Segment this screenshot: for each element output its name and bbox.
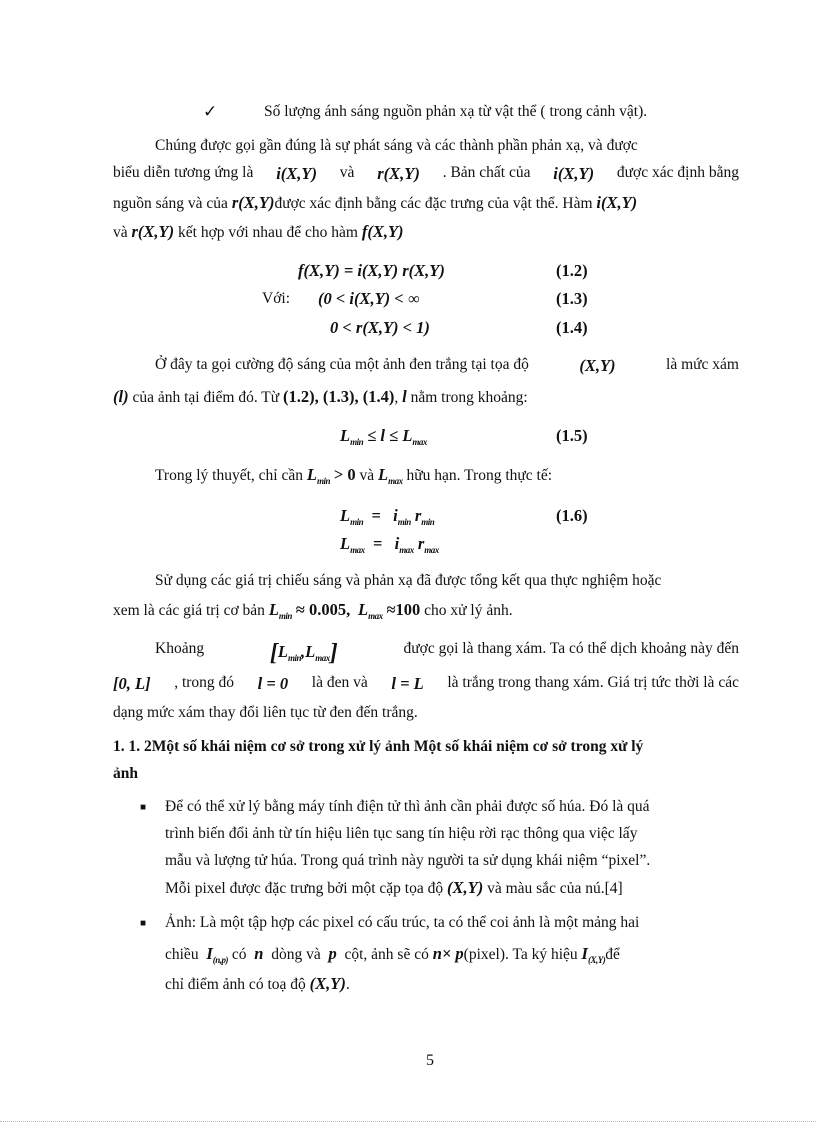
para4-line1: Sử dụng các giá trị chiếu sáng và phản xạ đã được tổng kết qua thực nghiệm hoặc (155, 572, 662, 589)
para1-line2: biểu diễn tương ứng là i(X,Y) và r(X,Y) . Bản chất của i(X,Y) được xác định bằng (113, 164, 739, 183)
para3-line: Trong lý thuyết, chỉ cần $L_{min} > 0$ và $L_{max}$ hữu hạn. Trong thực tế: (155, 465, 553, 486)
bullet-icon: ■ (140, 802, 147, 813)
page-number: 5 (426, 1052, 434, 1069)
equation-1-5-label: (1.5) (556, 426, 588, 445)
para5-line1: Khoảng $[L_{min},L_{max}]$ được gọi là thang xám. Ta có thể dịch khoảng này đến (155, 640, 739, 666)
bullet2-line2: chiều $I_{(n,p)}$ có n dòng và p cột, ảnh sẽ có n× p(pixel). Ta ký hiệu $I_{(X,Y)}để$ (165, 944, 620, 965)
voi-label: Với: (262, 290, 291, 307)
footer-divider (0, 1121, 816, 1122)
bullet1-line4: Mỗi pixel được đặc trưng bởi một cặp tọa độ (X,Y) và màu sắc của nú.[4] (165, 878, 623, 897)
checkmark-icon: ✓ (203, 102, 218, 121)
para4-line2: xem là các giá trị cơ bản $L_{min} \approx 0.005$, $L_{max} \approx 100$ cho xử lý ảnh. (113, 600, 513, 621)
bullet2-line1: Ảnh: Là một tập hợp các pixel có cấu trúc, ta có thể coi ảnh là một mảng hai (165, 914, 640, 931)
equation-1-6-row2: $L_{max}$ = $i_{max}$ $r_{max}$ (340, 534, 439, 555)
para1-line4: và r(X,Y) kết hợp với nhau để cho hàm f(X,Y) (113, 222, 404, 241)
bullet2-line3: chỉ điểm ảnh có toạ độ (X,Y). (165, 974, 350, 993)
para1-line1: Chúng được gọi gần đúng là sự phát sáng và các thành phần phản xạ, và được (155, 137, 638, 154)
equation-1-4-label: (1.4) (556, 318, 588, 337)
bullet1-line3: mẫu và lượng tử húa. Trong quá trình này người ta sử dụng khái niệm “pixel”. (165, 852, 651, 869)
para2-line2: (l) của ảnh tại điểm đó. Từ (1.2), (1.3), (1.4), l nằm trong khoảng: (113, 387, 528, 406)
section-heading-line2: ảnh (113, 765, 138, 782)
para5-line2: [0, L] , trong đó l = 0 là đen và l = L là trắng trong thang xám. Giá trị tức thời là các (113, 674, 739, 693)
equation-1-3: (0 < i(X,Y) < ∞ (318, 289, 420, 308)
equation-1-3-label: (1.3) (556, 289, 588, 308)
para5-line3: dạng mức xám thay đổi liên tục từ đen đến trắng. (113, 704, 418, 721)
equation-1-6-label: (1.6) (556, 506, 588, 525)
equation-1-2: f(X,Y) = i(X,Y) r(X,Y) (298, 261, 445, 280)
equation-1-4: 0 < r(X,Y) < 1) (330, 318, 430, 337)
bullet1-line1: Để có thể xử lý bằng máy tính điện tử thì ảnh cần phải được số húa. Đó là quá (165, 798, 650, 815)
i-xy: i(X,Y) (276, 164, 317, 183)
equation-1-6-row1: $L_{min}$ = $i_{min}$ $r_{min}$ (340, 506, 435, 527)
bullet-icon: ■ (140, 918, 147, 929)
para1-line3: nguồn sáng và của r(X,Y)được xác định bằng các đặc trưng của vật thể. Hàm i(X,Y) (113, 193, 638, 212)
section-heading: 1. 1. 2Một số khái niệm cơ sở trong xử lý ảnh Một số khái niệm cơ sở trong xử lý (113, 738, 644, 755)
r-xy: r(X,Y) (377, 164, 420, 183)
equation-1-5: $L_{min} \le l \le L_{max}$ (340, 426, 427, 447)
check-item-text: Số lượng ánh sáng nguồn phản xạ từ vật thể ( trong cảnh vật). (264, 103, 648, 120)
equation-1-2-label: (1.2) (556, 261, 588, 280)
bullet1-line2: trình biến đổi ảnh từ tín hiệu liên tục sang tín hiệu rời rạc thông qua việc lấy (165, 825, 638, 842)
para2-line1: Ở đây ta gọi cường độ sáng của một ảnh đen trắng tại tọa độ (X,Y) là mức xám (155, 356, 739, 375)
